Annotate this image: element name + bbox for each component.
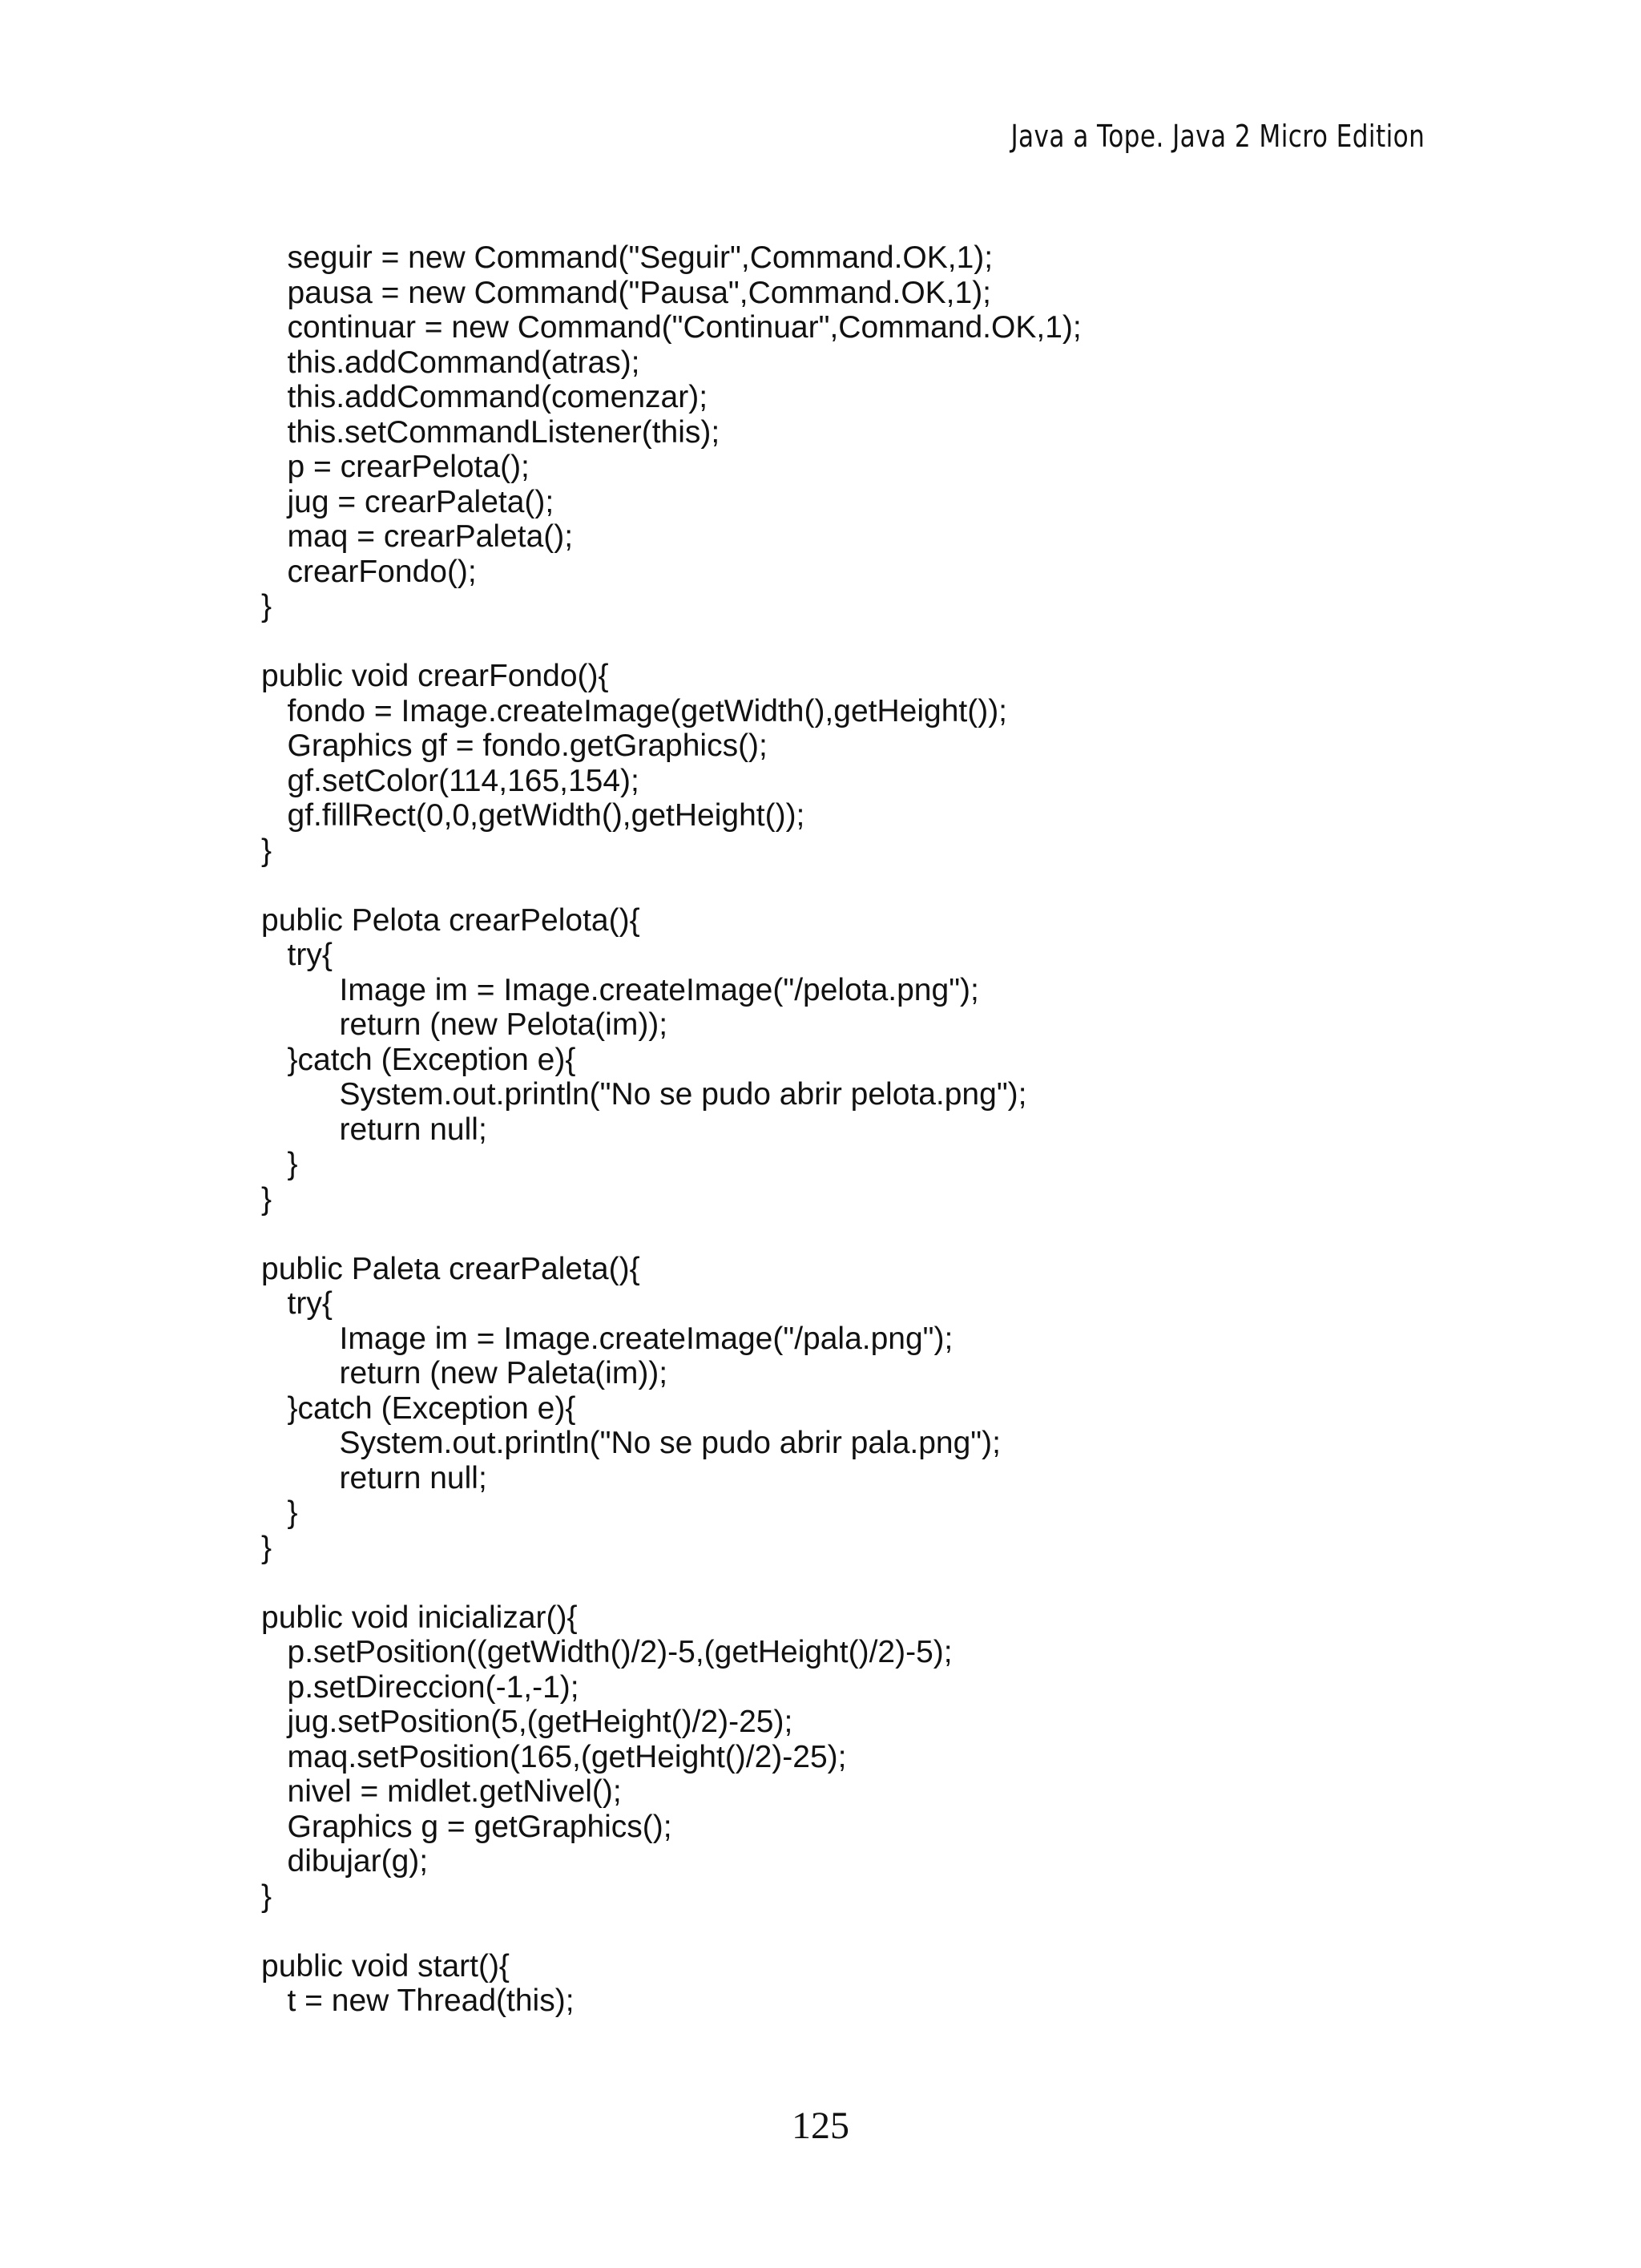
code-line: return (new Pelota(im)); [261, 1007, 668, 1042]
code-line: System.out.println("No se pudo abrir pelota.png"); [261, 1077, 1027, 1112]
code-line: maq.setPosition(165,(getHeight()/2)-25); [261, 1739, 847, 1774]
code-line: fondo = Image.createImage(getWidth(),getHeight()); [261, 693, 1008, 728]
code-line: Image im = Image.createImage("/pelota.png"); [261, 972, 979, 1007]
code-line: System.out.println("No se pudo abrir pala.png"); [261, 1426, 1001, 1460]
code-line: return (new Paleta(im)); [261, 1356, 668, 1390]
code-line: } [261, 1530, 272, 1565]
code-line: crearFondo(); [261, 554, 477, 589]
code-line: } [261, 589, 272, 623]
code-line: t = new Thread(this); [261, 1983, 575, 2018]
code-line: return null; [261, 1112, 487, 1147]
code-line: p.setDireccion(-1,-1); [261, 1669, 579, 1705]
code-line: } [261, 1879, 272, 1914]
code-line [261, 868, 1082, 903]
code-line: this.addCommand(atras); [261, 345, 640, 380]
code-line: nivel = midlet.getNivel(); [261, 1774, 622, 1809]
code-line: Graphics gf = fondo.getGraphics(); [261, 728, 768, 763]
code-line: this.addCommand(comenzar); [261, 380, 708, 414]
code-line: maq = crearPaleta(); [261, 519, 574, 554]
code-line: } [261, 1181, 272, 1217]
code-line: jug = crearPaleta(); [261, 484, 554, 519]
code-line: } [261, 833, 272, 868]
code-line [261, 1914, 1082, 1949]
code-line: } [261, 1147, 298, 1181]
code-line [261, 1217, 1082, 1252]
code-line: public void crearFondo(){ [261, 659, 609, 693]
code-line: pausa = new Command("Pausa",Command.OK,1); [261, 275, 992, 310]
code-line: jug.setPosition(5,(getHeight()/2)-25); [261, 1705, 793, 1739]
code-line [261, 624, 1082, 660]
code-line: public Paleta crearPaleta(){ [261, 1251, 640, 1286]
code-line: }catch (Exception e){ [261, 1042, 576, 1077]
code-line: public Pelota crearPelota(){ [261, 902, 640, 938]
code-line: seguir = new Command("Seguir",Command.OK,1); [261, 240, 994, 275]
running-header: Java a Tope. Java 2 Micro Edition [1010, 119, 1425, 154]
code-line: Graphics g = getGraphics(); [261, 1809, 672, 1844]
code-line: p = crearPelota(); [261, 450, 530, 484]
code-line: p.setPosition((getWidth()/2)-5,(getHeight()/2)-5); [261, 1635, 953, 1669]
page-number: 125 [792, 2105, 849, 2147]
code-line: public void start(){ [261, 1948, 510, 1983]
code-line: }catch (Exception e){ [261, 1390, 576, 1426]
code-line: this.setCommandListener(this); [261, 414, 720, 450]
code-line: gf.setColor(114,165,154); [261, 763, 639, 798]
code-line: gf.fillRect(0,0,getWidth(),getHeight()); [261, 798, 805, 833]
code-line: continuar = new Command("Continuar",Command.OK,1); [261, 310, 1082, 345]
code-listing [261, 240, 1082, 2019]
code-line: public void inicializar(){ [261, 1600, 578, 1635]
code-line: try{ [261, 1286, 333, 1321]
code-line: try{ [261, 938, 333, 972]
code-line: } [261, 1495, 298, 1530]
code-line: return null; [261, 1460, 487, 1495]
code-line: dibujar(g); [261, 1844, 429, 1879]
code-line: Image im = Image.createImage("/pala.png"); [261, 1321, 954, 1356]
code-line [261, 1565, 1082, 1600]
